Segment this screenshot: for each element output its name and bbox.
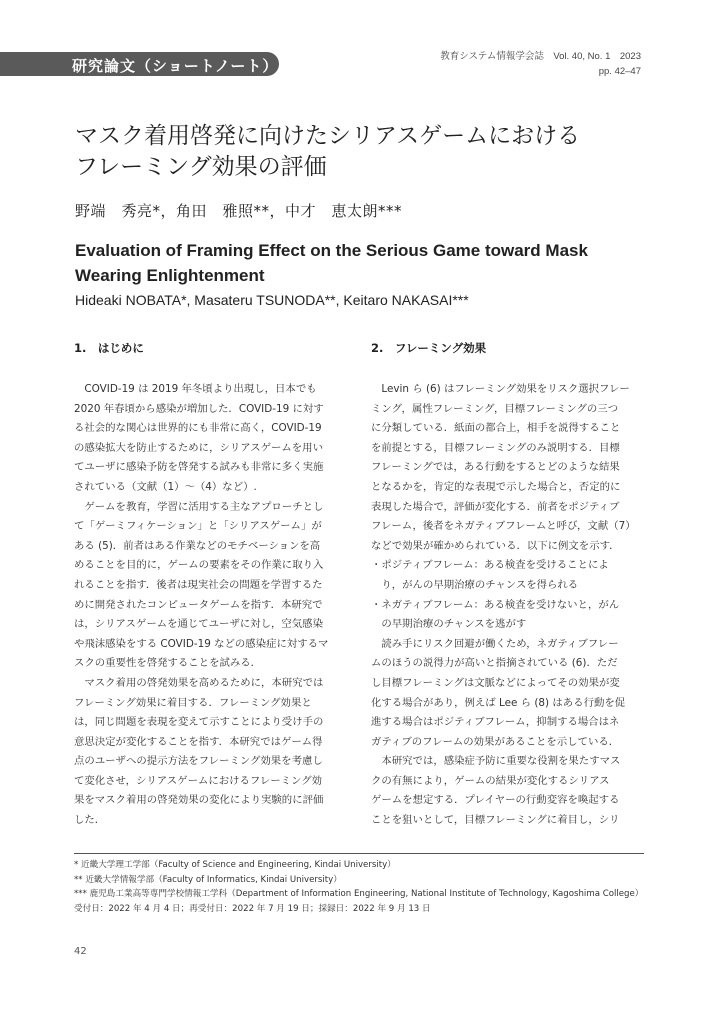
page-number: 42	[74, 946, 87, 957]
body-text-line: を前提とする，目標フレーミングのみ説明する．目標	[371, 441, 620, 454]
footnote-line: 受付日：2022 年 4 月 4 日；再受付日：2022 年 7 月 19 日；採録日：2022 年 9 月 13 日	[74, 903, 431, 914]
body-text-line: 進する場合はポジティブフレーム，抑制する場合はネ	[371, 716, 620, 729]
section-heading-introduction: 1. はじめに	[74, 341, 144, 355]
body-text-line: は，同じ問題を表現を変えて示すことにより受け手の	[74, 716, 324, 729]
body-text-line: Levin ら (6) はフレーミング効果をリスク選択フレー	[371, 383, 630, 395]
body-text-line: ムのほうの説得力が高いと指摘されている (6)．ただ	[371, 657, 618, 670]
body-text-line: 表現した場合で，評価が変化する．前者をポジティブ	[371, 500, 620, 513]
left-column-body	[74, 380, 346, 831]
body-text-line: や飛沫感染をする COVID-19 などの感染症に対するマ	[74, 637, 329, 650]
left-column	[74, 340, 346, 831]
footnote-line: * 近畿大学理工学部（Faculty of Science and Engineering, Kindai University）	[74, 860, 396, 870]
body-text-line: に分類している．紙面の都合上，相手を説得すること	[371, 422, 621, 435]
body-text-line: の早期治療のチャンスを逃がす	[371, 618, 527, 631]
article-type-label: 研究論文（ショートノート）	[72, 57, 279, 75]
right-column-body	[371, 380, 643, 831]
footnotes	[74, 858, 643, 916]
body-text-line: 化する場合があり，例えば Lee ら (8) はある行動を促	[371, 696, 626, 709]
body-text-line: されている（文献（1）〜（4）など）.	[74, 480, 257, 493]
body-text-line: 読み手にリスク回避が働くため，ネガティブフレー	[371, 637, 619, 650]
body-text-line: スクの重要性を啓発することを試みる．	[74, 657, 262, 670]
body-text-line: めることを目的に，ゲームの要素をその作業に取り入	[74, 559, 324, 572]
right-column	[371, 340, 643, 831]
body-text-line: フレーミング効果に着目する．フレーミング効果と	[74, 696, 312, 709]
body-text-line: ある (5)．前者はある作業などのモチベーションを高	[74, 539, 321, 552]
body-text-line: フレーム，後者をネガティブフレームと呼び，文献（7）	[371, 520, 636, 533]
body-text-line: ・ポジティブフレーム：ある検査を受けることによ	[371, 559, 609, 572]
body-text-line: めに開発されたコンピュータゲームを指す．本研究で	[74, 598, 323, 611]
title-english-line-2: Wearing Enlightenment	[75, 266, 265, 285]
body-text-line: ことを狙いとして，目標フレーミングに着目し，シリ	[371, 814, 620, 827]
body-text-line: ゲームを教育，学習に活用する主なアプローチとし	[74, 500, 324, 513]
title-japanese-line-2: フレーミング効果の評価	[75, 154, 327, 180]
body-text-line: の感染拡大を防止するために，シリアスゲームを用い	[74, 441, 323, 454]
journal-pages: pp. 42–47	[598, 66, 641, 77]
journal-info	[440, 49, 641, 79]
body-text-line: などで効果が確かめられている．以下に例文を示す．	[371, 539, 620, 552]
body-text-line: れることを指す．後者は現実社会の問題を学習するた	[74, 578, 323, 591]
footnote-divider	[74, 853, 644, 854]
body-text-line: となるかを，肯定的な表現で示した場合と，否定的に	[371, 480, 621, 493]
body-text-line: り，がんの早期治療のチャンスを得られる	[371, 578, 579, 591]
footnote-line: *** 鹿児島工業高等専門学校情報工学科（Department of Information Engineering, National Institute of Technology, Kagoshima College）	[74, 889, 644, 899]
body-text-line: ミング，属性フレーミング，目標フレーミングの三つ	[371, 402, 619, 415]
body-text-line: て変化させ，シリアスゲームにおけるフレーミング効	[74, 774, 323, 787]
body-text-line: 本研究では，感染症予防に重要な役割を果たすマス	[371, 755, 621, 768]
body-text-line: マスク着用の啓発効果を高めるために，本研究では	[74, 676, 324, 689]
title-english-line-1: Evaluation of Framing Effect on the Serious Game toward Mask	[75, 241, 588, 260]
body-text-line: し目標フレーミングは文脈などによってその効果が変	[371, 676, 620, 689]
body-text-line: ゲームを想定する．プレイヤーの行動変容を喚起する	[371, 794, 620, 807]
body-text-line: てユーザに感染予防を啓発する試みも非常に多く実施	[74, 461, 324, 474]
title-japanese-line-1: マスク着用啓発に向けたシリアスゲームにおける	[75, 123, 581, 149]
body-text-line: 果をマスク着用の啓発効果の変化により実験的に評価	[74, 794, 324, 807]
article-type-banner	[0, 52, 279, 76]
authors-english: Hideaki NOBATA*, Masateru TSUNODA**, Keitaro NAKASAI***	[75, 292, 469, 308]
body-text-line: て「ゲーミフィケーション」と「シリアスゲーム」が	[74, 520, 322, 533]
body-text-line: 意思決定が変化することを指す．本研究ではゲーム得	[74, 735, 323, 748]
body-text-line: ガティブのフレームの効果があることを示している．	[371, 735, 620, 748]
body-text-line: クの有無により，ゲームの結果が変化するシリアス	[371, 774, 610, 787]
title-japanese	[75, 121, 645, 183]
body-text-line: した．	[74, 814, 106, 827]
title-english	[75, 238, 655, 288]
body-text-line: フレーミングでは，ある行動をするとどのような結果	[371, 461, 620, 474]
journal-citation: 教育システム情報学会誌 Vol. 40, No. 1 2023	[440, 51, 641, 62]
authors-japanese: 野端 秀亮*，角田 雅照**，中才 恵太朗***	[75, 202, 403, 220]
footnote-line: ** 近畿大学情報学部（Faculty of Informatics, Kindai University）	[74, 874, 342, 885]
section-heading-framing-effect: 2. フレーミング効果	[371, 341, 487, 355]
body-text-line: は，シリアスゲームを通じてユーザに対し，空気感染	[74, 618, 323, 631]
body-text-line: 2020 年春頃から感染が増加した．COVID-19 に対す	[74, 402, 324, 415]
body-text-line: ・ネガティブフレーム：ある検査を受けないと，がん	[371, 598, 620, 611]
body-text-line: COVID-19 は 2019 年冬頃より出現し，日本でも	[74, 383, 317, 395]
body-text-line: る社会的な関心は世界的にも非常に高く，COVID-19	[74, 422, 322, 435]
body-text-line: 点のユーザへの提示方法をフレーミング効果を考慮し	[74, 755, 323, 768]
